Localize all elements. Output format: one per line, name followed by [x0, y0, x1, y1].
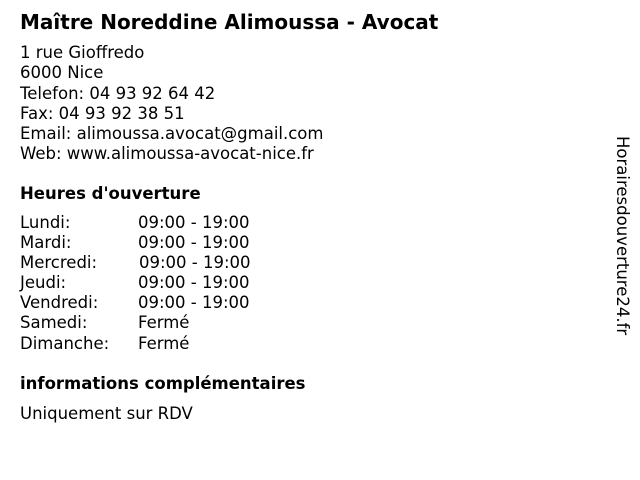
- address-city: 6000 Nice: [20, 63, 104, 83]
- watermark-text: Horairesdouverture24.fr: [613, 136, 632, 336]
- hours-time: 09:00 - 19:00: [138, 293, 250, 313]
- phone-number: Telefon: 04 93 92 64 42: [20, 83, 216, 103]
- hours-time: 09:00 - 19:00: [138, 273, 250, 293]
- address-street: 1 rue Gioffredo: [20, 43, 145, 62]
- hours-day: Mardi:: [20, 233, 72, 253]
- hours-day: Lundi:: [20, 213, 71, 232]
- hours-day: Jeudi:: [20, 273, 67, 293]
- hours-day: Samedi:: [20, 313, 88, 333]
- hours-time: Fermé: [138, 313, 190, 333]
- hours-time: 09:00 - 19:00: [139, 253, 251, 273]
- info-text: Uniquement sur RDV: [20, 404, 193, 423]
- hours-time: Fermé: [138, 333, 190, 353]
- address-block: [20, 43, 323, 165]
- hours-heading: Heures d'ouverture: [20, 184, 201, 203]
- page-title: Maître Noreddine Alimoussa - Avocat: [20, 10, 439, 34]
- info-heading: informations complémentaires: [20, 374, 306, 393]
- email-address: Email: alimoussa.avocat@gmail.com: [20, 124, 324, 144]
- fax-number: Fax: 04 93 92 38 51: [20, 103, 185, 123]
- hours-day: Mercredi:: [20, 253, 98, 273]
- hours-day: Dimanche:: [20, 333, 110, 353]
- hours-time: 09:00 - 19:00: [138, 233, 250, 253]
- website-address: Web: www.alimoussa-avocat-nice.fr: [20, 144, 314, 164]
- watermark: [612, 136, 632, 376]
- hours-day: Vendredi:: [20, 293, 99, 313]
- hours-time: 09:00 - 19:00: [138, 213, 250, 232]
